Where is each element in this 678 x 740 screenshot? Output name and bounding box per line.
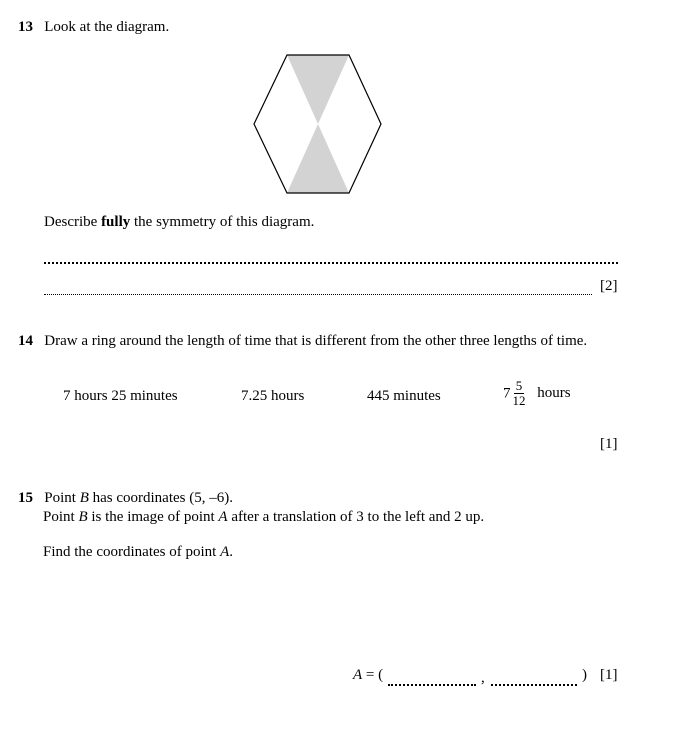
q15-line-2: Point B is the image of point A after a translation of 3 to the left and 2 up. bbox=[43, 509, 485, 525]
q15-answer-comma: , bbox=[481, 670, 485, 686]
q14-header bbox=[18, 333, 587, 350]
q15-number: 15 bbox=[18, 490, 33, 506]
q13-answer-line-1[interactable] bbox=[44, 262, 618, 264]
q15-marks: [1] bbox=[600, 667, 618, 683]
q14-fraction-denominator: 12 bbox=[512, 393, 526, 409]
q14-fraction-numerator: 5 bbox=[515, 378, 523, 393]
hexagon-diagram bbox=[250, 52, 386, 197]
point-a-label: A bbox=[220, 544, 230, 560]
point-b-label: B bbox=[79, 490, 89, 506]
q13-number: 13 bbox=[18, 19, 33, 35]
q14-fraction bbox=[511, 379, 528, 409]
q13-instruction: Describe fully the symmetry of this diagram. bbox=[44, 214, 315, 230]
q14-option-2[interactable]: 7.25 hours bbox=[241, 388, 305, 404]
q15-find: Find the coordinates of point A. bbox=[43, 544, 233, 560]
q13-prompt: Look at the diagram. bbox=[44, 19, 170, 35]
lower-shaded-triangle bbox=[287, 124, 349, 193]
q15-answer-close: ) bbox=[582, 667, 587, 683]
q15-answer-y-field[interactable] bbox=[491, 684, 577, 686]
q13-header bbox=[18, 19, 169, 36]
q14-number: 14 bbox=[18, 333, 33, 349]
q14-fraction-whole: 7 bbox=[503, 385, 511, 402]
q14-prompt: Draw a ring around the length of time that is different from the other three lengths of time. bbox=[44, 333, 588, 349]
q14-option-4[interactable] bbox=[503, 379, 571, 409]
q15-answer-label: A = ( bbox=[353, 667, 384, 683]
q15-line-1: 15 Point B has coordinates (5, –6). bbox=[18, 490, 233, 506]
q15-answer-x-field[interactable] bbox=[388, 684, 476, 686]
q14-fraction-unit: hours bbox=[537, 385, 571, 402]
q14-option-1[interactable]: 7 hours 25 minutes bbox=[63, 388, 178, 404]
q13-marks: [2] bbox=[600, 278, 618, 294]
q14-option-3[interactable]: 445 minutes bbox=[367, 388, 441, 404]
q14-marks: [1] bbox=[600, 436, 618, 452]
q13-answer-line-2[interactable] bbox=[44, 294, 592, 295]
q13-bold-word: fully bbox=[101, 214, 131, 230]
upper-shaded-triangle bbox=[287, 55, 349, 124]
